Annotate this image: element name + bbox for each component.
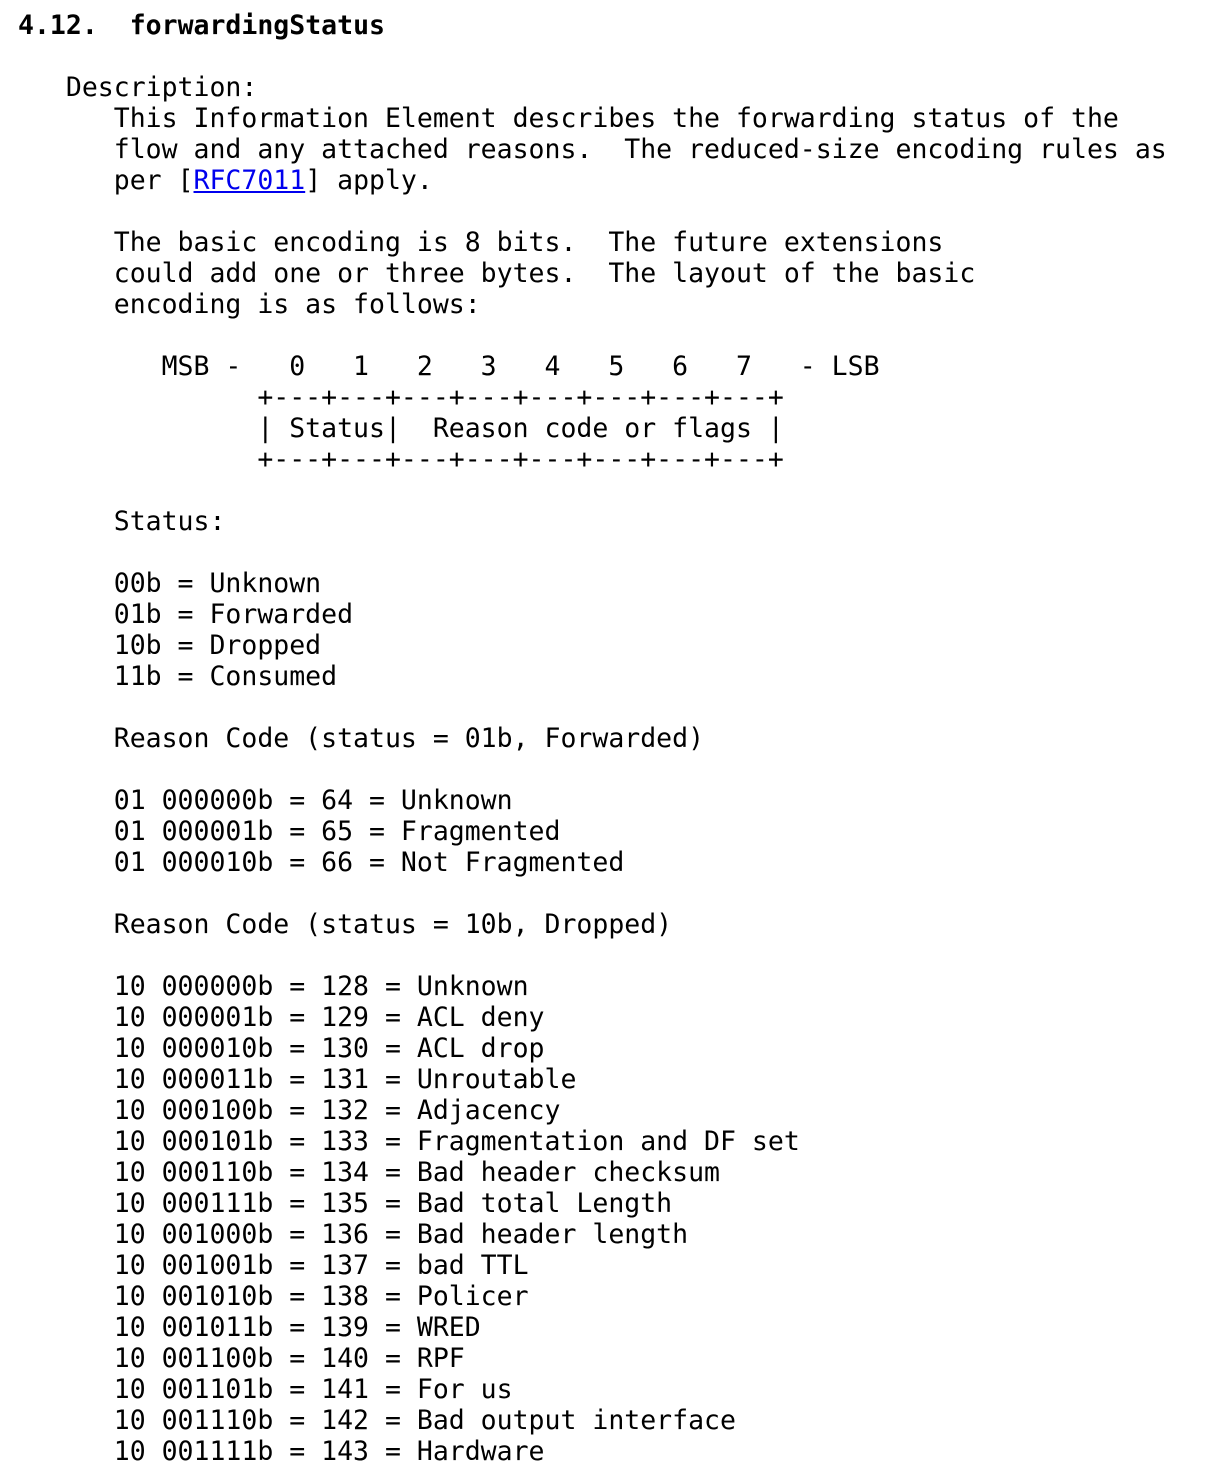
blank-line (18, 475, 1167, 506)
reason-code: 10 000110b = 134 = Bad header checksum (113, 1157, 720, 1188)
paragraph-line: The basic encoding is 8 bits. The future extensions (113, 227, 944, 258)
bit-layout-axis: MSB - 0 1 2 3 4 5 6 7 - LSB (161, 351, 880, 382)
reason-code: 01 000000b = 64 = Unknown (113, 785, 513, 816)
reason-code: 01 000001b = 65 = Fragmented (113, 816, 561, 847)
paragraph-line: flow and any attached reasons. The reduced-size encoding rules as (113, 134, 1167, 165)
reason-code: 10 000010b = 130 = ACL drop (113, 1033, 545, 1064)
reason-code: 10 000100b = 132 = Adjacency (113, 1095, 561, 1126)
reason-code: 01 000010b = 66 = Not Fragmented (113, 847, 625, 878)
blank-line (18, 196, 1167, 227)
blank-line (18, 320, 1167, 351)
reason-code: 10 001100b = 140 = RPF (113, 1343, 465, 1374)
status-value: 11b = Consumed (113, 661, 338, 692)
blank-line (18, 537, 1167, 568)
paragraph-line: This Information Element describes the forwarding status of the (113, 103, 1119, 134)
status-value: 01b = Forwarded (113, 599, 354, 630)
status-value: 10b = Dropped (113, 630, 322, 661)
reason-code: 10 001000b = 136 = Bad header length (113, 1219, 689, 1250)
blank-line (18, 41, 1167, 72)
reason-code: 10 001001b = 137 = bad TTL (113, 1250, 529, 1281)
rfc7011-link[interactable]: RFC7011 (193, 165, 306, 196)
paragraph-line: per [RFC7011] apply. (113, 165, 433, 196)
reason-code: 10 001110b = 142 = Bad output interface (113, 1405, 736, 1436)
bit-layout-border: +---+---+---+---+---+---+---+---+ (161, 382, 784, 413)
section-heading (18, 10, 1167, 41)
reason-code: 10 000101b = 133 = Fragmentation and DF set (113, 1126, 800, 1157)
reason-code: 10 000001b = 129 = ACL deny (113, 1002, 545, 1033)
status-label: Status: (113, 506, 226, 537)
blank-line (18, 754, 1167, 785)
forwarded-reason-heading: Reason Code (status = 01b, Forwarded) (113, 723, 705, 754)
reason-code: 10 000011b = 131 = Unroutable (113, 1064, 577, 1095)
bit-layout-fields: | Status| Reason code or flags | (161, 413, 784, 444)
blank-line (18, 692, 1167, 723)
dropped-reason-heading: Reason Code (status = 10b, Dropped) (113, 909, 673, 940)
paragraph-line: could add one or three bytes. The layout of the basic (113, 258, 976, 289)
paragraph-line: encoding is as follows: (113, 289, 481, 320)
reason-code: 10 001010b = 138 = Policer (113, 1281, 529, 1312)
section-number: 4.12. (18, 10, 98, 41)
rfc-document (18, 10, 1167, 1467)
reason-code: 10 000111b = 135 = Bad total Length (113, 1188, 673, 1219)
blank-line (18, 940, 1167, 971)
bit-layout-border: +---+---+---+---+---+---+---+---+ (161, 444, 784, 475)
reason-code: 10 001111b = 143 = Hardware (113, 1436, 545, 1467)
section-title: forwardingStatus (129, 10, 385, 41)
description-label: Description: (65, 72, 258, 103)
reason-code: 10 000000b = 128 = Unknown (113, 971, 529, 1002)
reason-code: 10 001011b = 139 = WRED (113, 1312, 481, 1343)
reason-code: 10 001101b = 141 = For us (113, 1374, 513, 1405)
blank-line (18, 878, 1167, 909)
status-value: 00b = Unknown (113, 568, 322, 599)
